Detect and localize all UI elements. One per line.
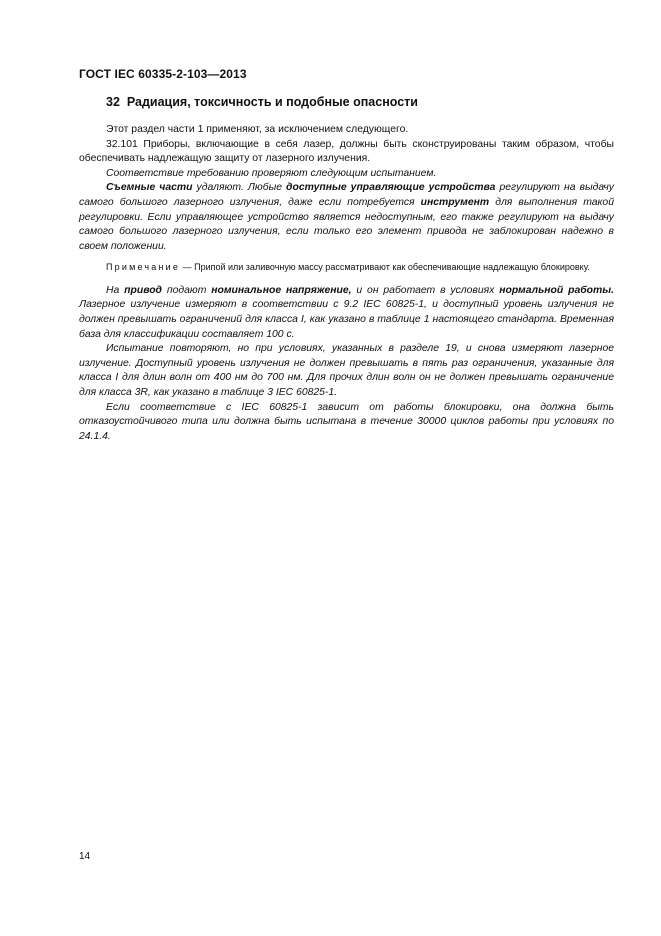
page-number: 14 <box>79 851 91 862</box>
paragraph-32-101: 32.101 Приборы, включающие в себя лазер, должны быть сконструированы таким образом, чтобы обеспечивать надлежащую защиту от лазерного излучения. <box>79 138 614 165</box>
section-heading <box>106 95 418 109</box>
paragraph-intro: Этот раздел части 1 применяют, за исключением следующего. <box>106 124 409 135</box>
note-label: Примечание <box>106 262 181 273</box>
note-text: — Припой или заливочную массу рассматривают как обеспечивающие надлежащую блокировку. <box>180 262 590 273</box>
document-body <box>79 123 614 444</box>
document-header: ГОСТ IEC 60335-2-103—2013 <box>79 67 247 81</box>
paragraph-compliance: Соответствие требованию проверяют следующим испытанием. <box>106 167 437 179</box>
section-number: 32 <box>106 95 120 109</box>
paragraph-test-measurement: На привод подают номинальное напряжение, и он работает в условиях нормальной работы. Лазерное излучение измеряют в соответствии с 9.2 IEC 60825-1, и доступный уровень излучения не должен превышать ограничений для класса I, как указано в таблице 1 настоящего стандарта. Временная база для классификации составляет 100 с. <box>79 284 614 340</box>
paragraph-test-setup: Съемные части удаляют. Любые доступные управляющие устройства регулируют на выдачу самого большого лазерного излучения, даже если потребуется инструмент для выполнения такой регулировки. Если управляющее устройство является недоступным, его также регулируют на выдачу самого большого лазерного излучения, если только его элемент привода не заблокирован надежно в своем положении. <box>79 182 614 252</box>
note <box>79 261 614 275</box>
section-title: Радиация, токсичность и подобные опасности <box>126 95 418 109</box>
paragraph-test-repeat: Испытание повторяют, но при условиях, указанных в разделе 19, и снова измеряют лазерное излучение. Доступный уровень излучения не должен превышать в пять раз ограничения, указанные для класса I для длин волн от 400 нм до 700 нм. Для прочих длин волн он не должен превышать ограничение для класса 3R, как указано в таблице 3 IEC 60825-1. <box>79 343 614 398</box>
paragraph-interlock: Если соответствие с IEC 60825-1 зависит от работы блокировки, она должна быть отказоустойчивого типа или должна быть испытана в течение 30000 циклов работы при условиях по 24.1.4. <box>79 401 614 442</box>
